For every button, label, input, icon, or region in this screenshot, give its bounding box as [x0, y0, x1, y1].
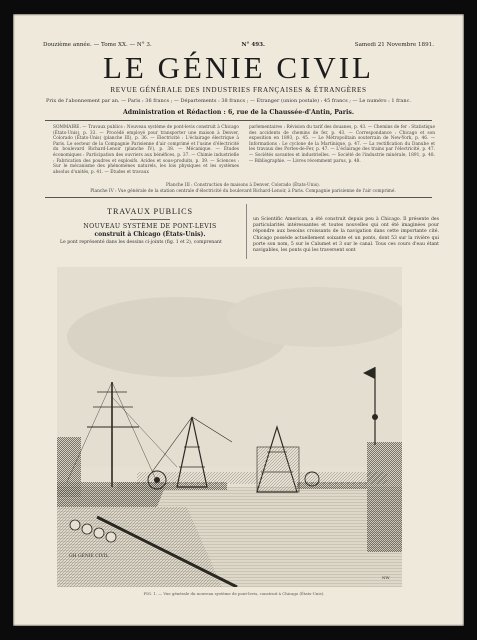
- figure-caption: FIG. 1. — Vue générale du nouveau système de pont-levis, construit à Chicago (États-Unis).: [143, 591, 325, 596]
- plate-four: Planche IV : Vue générale de la station centrale d'électricité du boulevard Richard-Lenoir, à Paris. Compagnie parisienne de l'air comprimé.: [90, 189, 396, 194]
- contents-divider: [45, 197, 432, 198]
- bridge-illustration: [57, 267, 402, 587]
- issue-date: Samedi 21 Novembre 1891.: [354, 42, 434, 48]
- article-subtitle: construit à Chicago (États-Unis).: [94, 231, 206, 238]
- top-divider: [45, 120, 432, 121]
- year-volume: Douzième année. — Tome XX. — N° 3.: [43, 42, 152, 48]
- article-title: NOUVEAU SYSTÈME DE PONT-LEVIS: [83, 223, 217, 230]
- artist-signature: GH GÉNIE CIVIL: [69, 554, 109, 559]
- masthead-subtitle: REVUE GÉNÉRALE DES INDUSTRIES FRANÇAISES & ÉTRANGÈRES: [110, 86, 367, 94]
- column-divider: [246, 204, 247, 259]
- masthead-title: LE GÉNIE CIVIL: [103, 50, 374, 85]
- issue-number: N° 493.: [241, 42, 265, 48]
- administration-address: Administration et Rédaction : 6, rue de la Chaussée-d'Antin, Paris.: [122, 109, 355, 116]
- contents-left: SOMMAIRE. — Travaux publics : Nouveau système de pont-levis construit à Chicago (États-Unis), p. 33. — Procédé employé pour transporter une maison à Denver, Colorado (États-Unis) (planche III), p. 36. — Électricité : L'éclairage électrique à Paris. Le secteur de la Compagnie Parisienne d'air comprimé et l'usine d'électricité du boulevard Richard-Lenoir (planche IV), p. 38. — Mécanique. — Études économiques : Participation des ouvriers aux bénéfices, p. 37. — Chimie industrielle : Fabrication des poudres et explosifs. Acides et sous-produits, p. 39. — Sciences : Sur le mécanisme des phénomènes naturels, les lois physiques et les systèmes absolus d'unités, p. 41. — Études et travaux: [53, 125, 239, 175]
- bridge-engraving: [57, 267, 402, 587]
- plate-three: Planche III : Construction de maisons à Denver, Colorado (États-Unis).: [166, 183, 320, 188]
- issue-line: [43, 42, 434, 48]
- article-intro: Le pont représenté dans les dessins ci-joints (fig. 1 et 2), comprenant: [60, 240, 222, 245]
- article-header: [60, 207, 240, 246]
- contents-right: parlementaires : Révision du tarif des douanes, p. 43. — Chemins de fer : Statistique des accidents de chemins de fer, p. 43. — Correspondance : Chicago et son exposition en 1893, p. 45. — Le Métropolitain souterrain de New-York, p. 46. — Informations : Le cyclone de la Martinique, p. 47. — La rectification du Danube et les travaux des Portes-de-Fer, p. 47. — L'éclairage des trains par l'électricité, p. 47. — Sociétés savantes et industrielles. — Société de l'industrie minérale, 1891, p. 48. — Bibliographie. — Livres récemment parus, p. 48.: [249, 125, 435, 164]
- section-rule: [130, 219, 170, 220]
- corner-mark: NW: [382, 575, 390, 580]
- article-right-column: un Scientific American, a été construit depuis peu à Chicago. Il présente des particularités intéressantes et toutes nouvelles qui ont été imaginées pour répondre aux besoins croissants de la navigation dans cette importante cité. Chicago possède actuellement soixante et un ponts, dont 53 sur la rivière qui porte son nom, 5 sur le Calumet et 3 sur le canal. Tous ces cours d'eau étant navigables, les ponts qui les traversent sont: [253, 217, 439, 254]
- section-title: TRAVAUX PUBLICS: [107, 207, 193, 216]
- subscription-prices: Prix de l'abonnement par an. — Paris : 36 francs ; — Départements : 38 francs ; — Étranger (union postale) : 45 francs ; — Le numéro : 1 franc.: [46, 98, 411, 104]
- newspaper-page: [13, 14, 464, 626]
- table-of-contents: [53, 125, 433, 195]
